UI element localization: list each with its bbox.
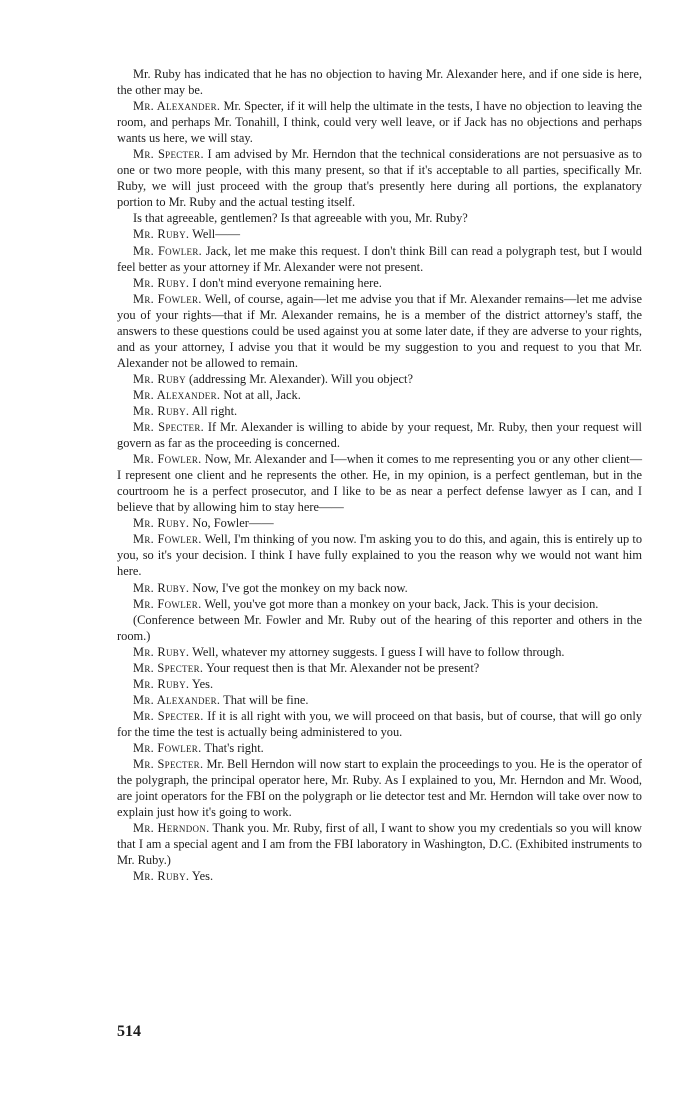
paragraph-text: Now, Mr. Alexander and I—when it comes to me representing you or any other client—I represent one client and he represents the other. He, in my opinion, is a perfect gentleman, but in the courtroom he is a perfect prosecutor, and I like to be as near a perfect defense lawyer as I can, and I believe that by allowing him to stay here—— — [117, 452, 642, 515]
paragraph-text: I don't mind everyone remaining here. — [192, 275, 382, 290]
transcript-paragraph — [117, 676, 642, 692]
speaker-label: Mr. Fowler. — [133, 291, 202, 306]
transcript-paragraph — [117, 291, 642, 371]
transcript-paragraph — [117, 275, 642, 291]
transcript-paragraph — [117, 403, 642, 419]
transcript-paragraph — [117, 692, 642, 708]
speaker-label: Mr. Alexander. — [133, 99, 221, 114]
speaker-label: Mr. Specter. — [133, 708, 204, 723]
transcript-paragraph — [117, 226, 642, 242]
paragraph-text: Thank you. Mr. Ruby, first of all, I want to show you my credentials so you will know that I am a special agent and I am from the FBI laboratory in Washington, D.C. (Exhibited instruments to Mr. Ruby.) — [117, 821, 643, 868]
paragraph-text: No, Fowler—— — [192, 516, 274, 531]
paragraph-text: Well, of course, again—let me advise you that if Mr. Alexander remains—let me advise you of your rights—that if Mr. Alexander remains, he is a member of the district attorney's staff, the answers to these questions could be used against you at some later date, if they are adverse to your rights, and as your attorney, I advise you that it would be my suggestion to you and request to you that Mr. Alexander not be allowed to remain. — [117, 291, 643, 370]
transcript-paragraph — [117, 660, 642, 676]
paragraph-text: If Mr. Alexander is willing to abide by your request, Mr. Ruby, then your request will govern as far as the proceeding is concerned. — [117, 420, 642, 451]
paragraph-text: Jack, let me make this request. I don't think Bill can read a polygraph test, but I would feel better as your attorney if Mr. Alexander were not present. — [117, 243, 642, 274]
speaker-label: Mr. Ruby. — [133, 644, 190, 659]
speaker-label: Mr. Ruby. — [133, 403, 190, 418]
speaker-label: Mr. Fowler. — [133, 740, 202, 755]
transcript-paragraph — [117, 868, 642, 884]
paragraph-text: Is that agreeable, gentlemen? Is that agreeable with you, Mr. Ruby? — [133, 211, 468, 226]
transcript-paragraph — [117, 708, 642, 740]
speaker-label: Mr. Ruby. — [133, 869, 190, 884]
speaker-label: Mr. Fowler. — [133, 596, 202, 611]
transcript-body — [117, 66, 642, 884]
speaker-label: Mr. Ruby — [133, 371, 186, 386]
transcript-paragraph — [117, 451, 642, 515]
transcript-paragraph — [117, 612, 642, 644]
transcript-paragraph — [117, 820, 642, 868]
paragraph-text: Not at all, Jack. — [223, 387, 301, 402]
transcript-paragraph — [117, 387, 642, 403]
speaker-label: Mr. Ruby. — [133, 580, 190, 595]
speaker-label: Mr. Fowler. — [133, 452, 202, 467]
transcript-paragraph — [117, 580, 642, 596]
paragraph-text: All right. — [191, 403, 238, 418]
speaker-label: Mr. Fowler. — [133, 243, 203, 258]
speaker-label: Mr. Specter. — [133, 420, 205, 435]
speaker-label: Mr. Ruby. — [133, 275, 190, 290]
paragraph-text: That will be fine. — [223, 692, 309, 707]
paragraph-text: Yes. — [191, 869, 214, 884]
speaker-label: Mr. Specter. — [133, 147, 204, 162]
paragraph-text: Mr. Ruby has indicated that he has no objection to having Mr. Alexander here, and if one side is here, the other may be. — [117, 67, 642, 98]
speaker-label: Mr. Ruby. — [133, 227, 190, 242]
speaker-label: Mr. Specter. — [133, 757, 204, 772]
transcript-paragraph — [117, 644, 642, 660]
paragraph-text: That's right. — [204, 740, 264, 755]
paragraph-text: (Conference between Mr. Fowler and Mr. Ruby out of the hearing of this reporter and others in the room.) — [117, 612, 642, 643]
transcript-paragraph — [117, 371, 642, 387]
speaker-label: Mr. Alexander. — [133, 387, 221, 402]
speaker-label: Mr. Herndon. — [133, 821, 210, 836]
speaker-label: Mr. Alexander. — [133, 692, 221, 707]
paragraph-text: Well, I'm thinking of you now. I'm asking you to do this, and again, this is entirely up to you, so it's your decision. I think I have fully explained to you the reason why we would not want him here. — [117, 532, 643, 579]
paragraph-text: Now, I've got the monkey on my back now. — [192, 580, 408, 595]
speaker-label: Mr. Ruby. — [133, 516, 190, 531]
transcript-paragraph — [117, 419, 642, 451]
transcript-paragraph — [117, 596, 642, 612]
paragraph-text: I am advised by Mr. Herndon that the technical considerations are not persuasive as to one or two more people, with this many present, so that if it's acceptable to all parties, specifically Mr. Ruby, we will just proceed with the group that's presently here during all portions, the explanatory portion to Mr. Ruby and the actual testing itself. — [117, 147, 642, 210]
transcript-paragraph — [117, 146, 642, 210]
paragraph-text: If it is all right with you, we will proceed on that basis, but of course, that will go only for the time the test is actually being administered to you. — [117, 708, 643, 739]
speaker-label: Mr. Specter. — [133, 660, 204, 675]
paragraph-text: Your request then is that Mr. Alexander not be present? — [205, 660, 480, 675]
transcript-paragraph — [117, 98, 642, 146]
transcript-paragraph — [117, 515, 642, 531]
page-number: 514 — [117, 1023, 141, 1040]
paragraph-text: Yes. — [191, 676, 214, 691]
transcript-paragraph — [117, 740, 642, 756]
paragraph-text: Well—— — [192, 227, 241, 242]
speaker-label: Mr. Ruby. — [133, 676, 190, 691]
paragraph-text: Mr. Bell Herndon will now start to explain the proceedings to you. He is the operator of the polygraph, the principal operator here, Mr. Ruby. As I explained to you, Mr. Herndon and Mr. Wood, are joint operators for the FBI on the polygraph or lie detector test and Mr. Herndon will take over now to explain just how it's going to work. — [117, 757, 642, 820]
paragraph-text: Well, you've got more than a monkey on your back, Jack. This is your decision. — [204, 596, 599, 611]
transcript-paragraph — [117, 210, 642, 226]
transcript-paragraph — [117, 756, 642, 820]
transcript-paragraph — [117, 66, 642, 98]
speaker-label: Mr. Fowler. — [133, 532, 202, 547]
paragraph-text: Well, whatever my attorney suggests. I guess I will have to follow through. — [192, 644, 565, 659]
paragraph-text: (addressing Mr. Alexander). Will you object? — [189, 371, 413, 386]
paragraph-text: Mr. Specter, if it will help the ultimate in the tests, I have no objection to leaving the room, and perhaps Mr. Tonahill, I think, could very well leave, or if Jack has no objections and perhaps wants us here, we will stay. — [117, 99, 642, 146]
transcript-paragraph — [117, 243, 642, 275]
transcript-paragraph — [117, 531, 642, 579]
